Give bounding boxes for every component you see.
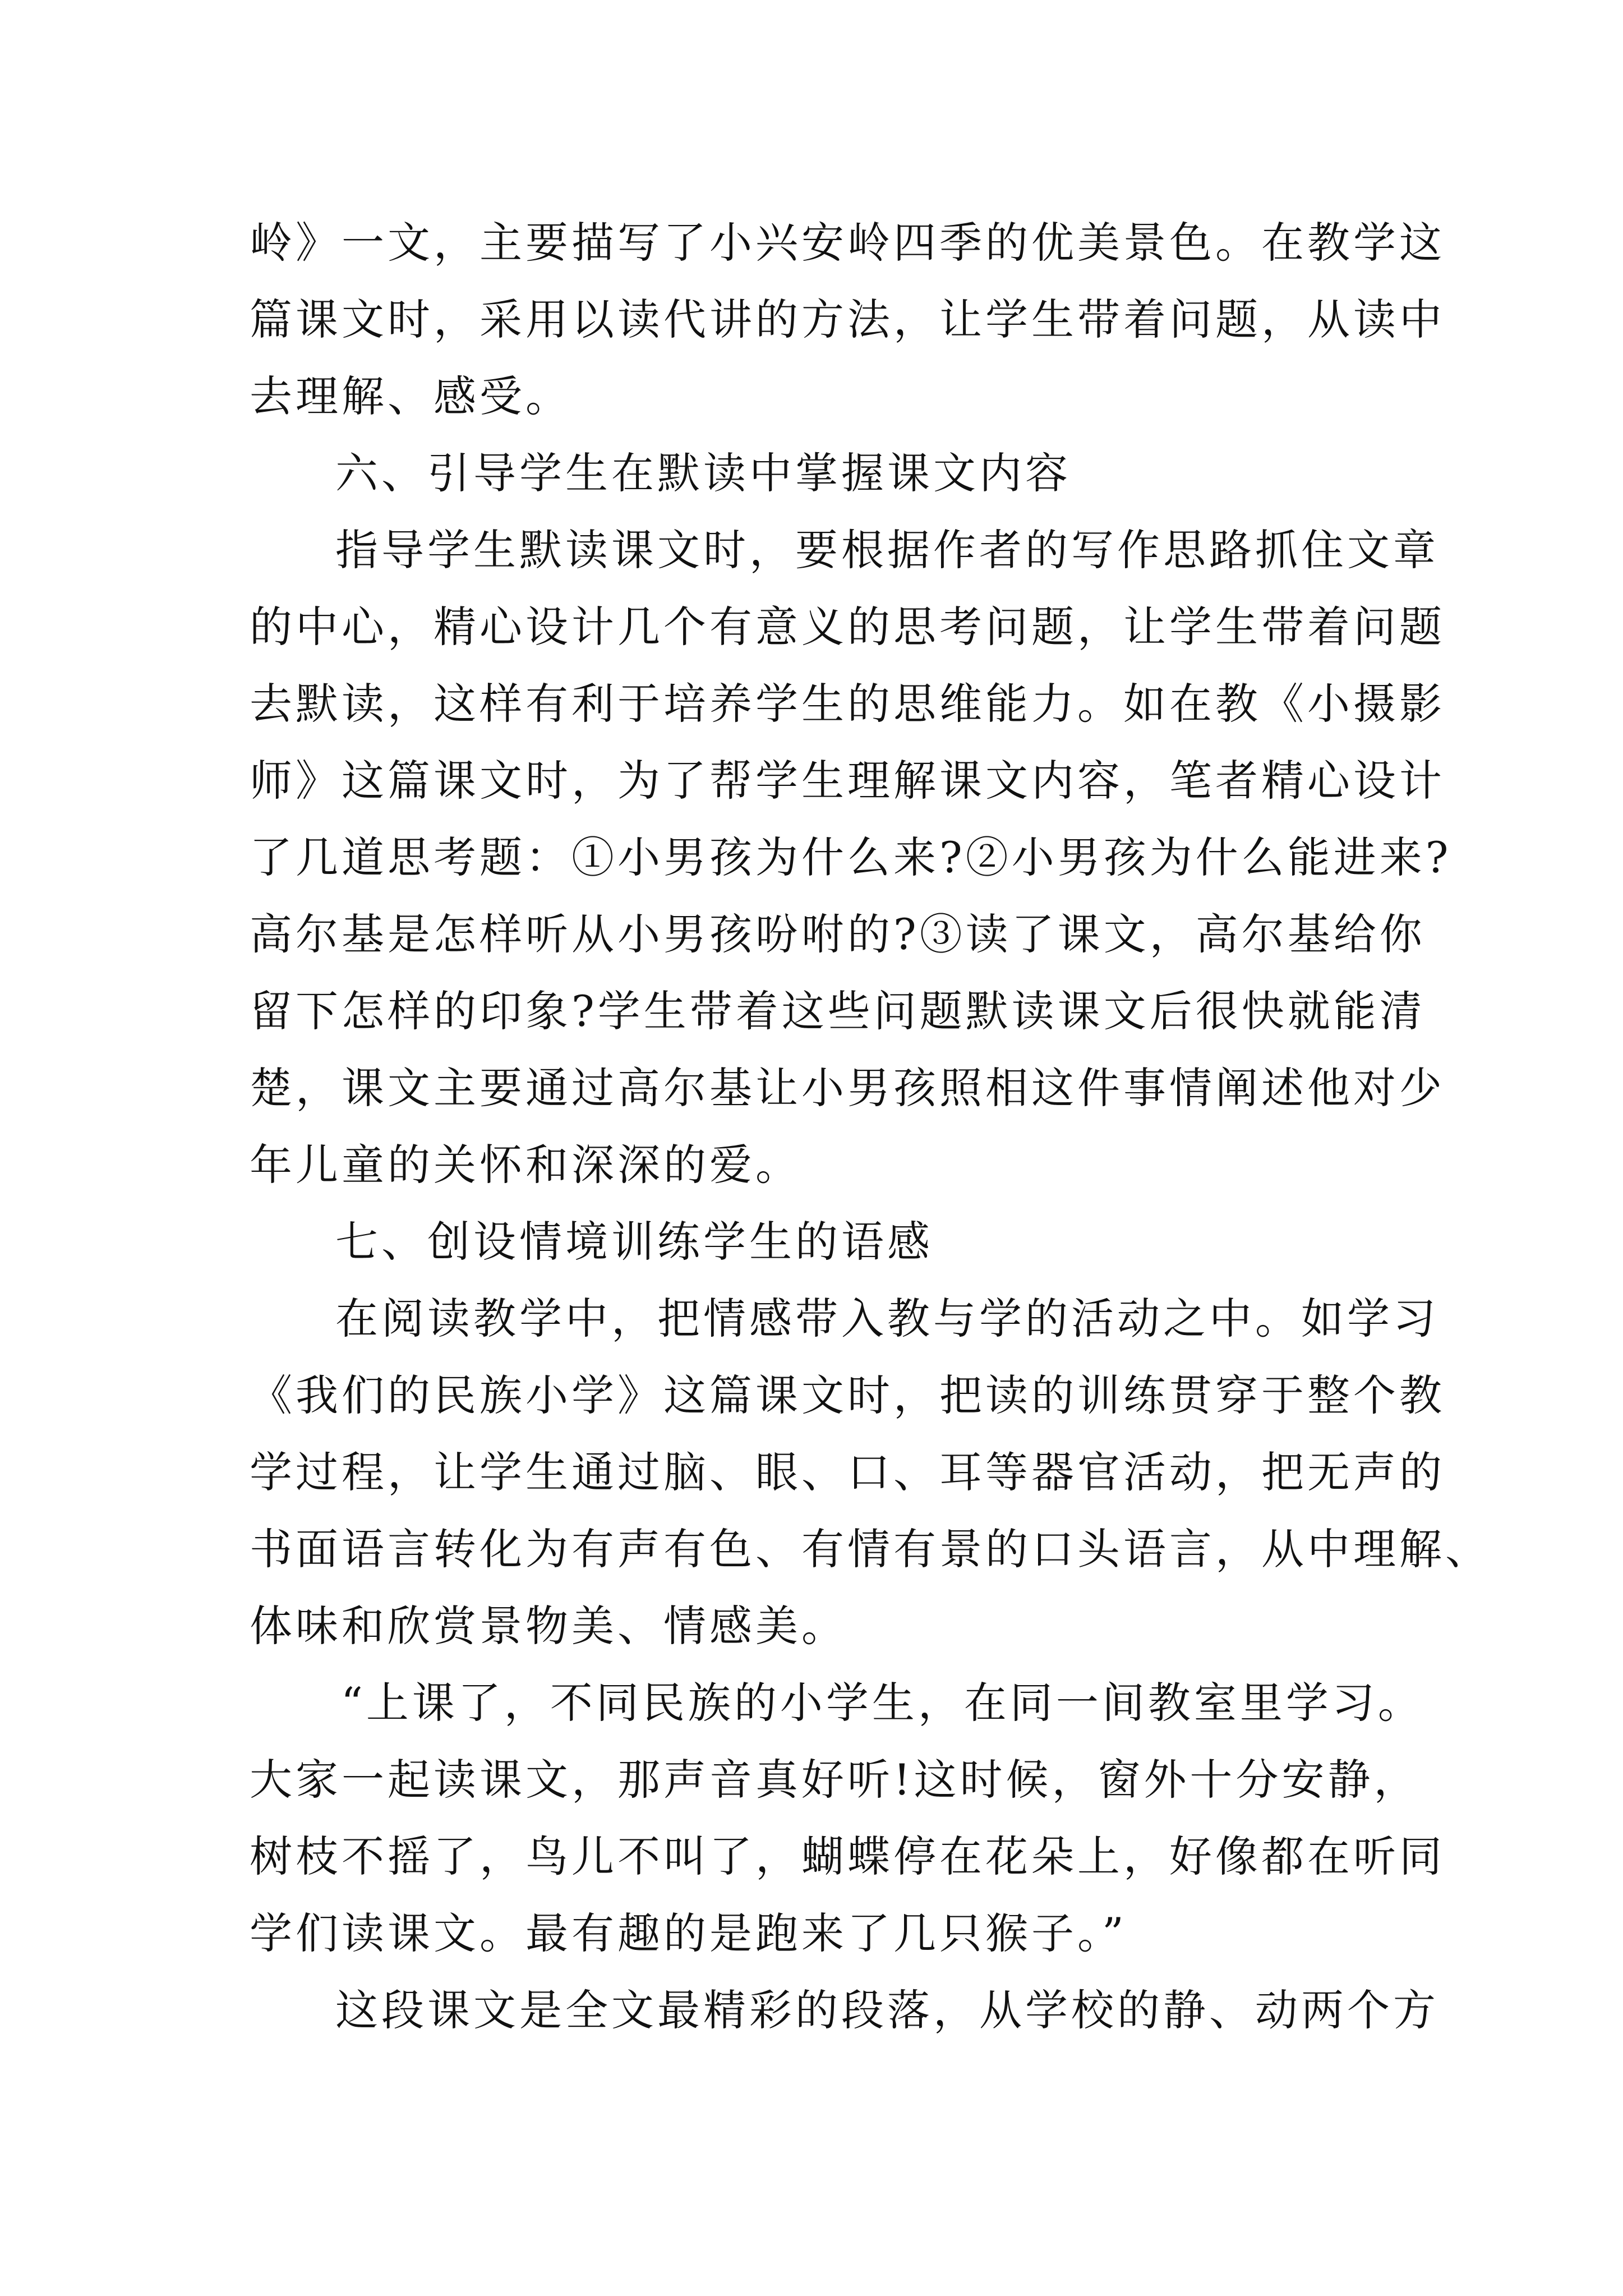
text-line-13: 年儿童的关怀和深深的爱。 xyxy=(250,1140,801,1190)
section-heading-7: 七、创设情境训练学生的语感 xyxy=(335,1217,933,1267)
text-line-17: 学过程，让学生通过脑、眼、口、耳等器官活动，把无声的 xyxy=(250,1447,1445,1497)
text-line-9: 了几道思考题：①小男孩为什么来?②小男孩为什么能进来? xyxy=(250,832,1452,882)
text-line-15: 在阅读教学中，把情感带入教与学的活动之中。如学习 xyxy=(335,1294,1439,1343)
text-line-7: 去默读，这样有利于培养学生的思维能力。如在教《小摄影 xyxy=(250,679,1445,729)
quote-line-4: 学们读课文。最有趣的是跑来了几只猴子。” xyxy=(250,1908,1127,1958)
quote-line-2: 大家一起读课文，那声音真好听!这时候，窗外十分安静， xyxy=(250,1755,1420,1805)
text-line-8: 师》这篇课文时，为了帮学生理解课文内容，笔者精心设计 xyxy=(250,756,1445,806)
text-line-10: 高尔基是怎样听从小男孩吩咐的?③读了课文，高尔基给你 xyxy=(250,909,1426,959)
text-line-24: 这段课文是全文最精彩的段落，从学校的静、动两个方 xyxy=(335,1985,1439,2035)
text-line-5: 指导学生默读课文时，要根据作者的写作思路抓住文章 xyxy=(335,525,1439,575)
text-line-19: 体味和欣赏景物美、情感美。 xyxy=(250,1601,847,1651)
text-line-12: 楚，课文主要通过高尔基让小男孩照相这件事情阐述他对少 xyxy=(250,1063,1445,1113)
quote-line-1: “上课了，不同民族的小学生，在同一间教室里学习。 xyxy=(341,1678,1424,1728)
quote-line-3: 树枝不摇了，鸟儿不叫了，蝴蝶停在花朵上，好像都在听同 xyxy=(250,1832,1445,1881)
text-line-2: 篇课文时，采用以读代讲的方法，让学生带着问题，从读中 xyxy=(250,295,1445,344)
section-heading-6: 六、引导学生在默读中掌握课文内容 xyxy=(335,448,1071,498)
text-line-1: 岭》一文，主要描写了小兴安岭四季的优美景色。在教学这 xyxy=(250,218,1445,268)
text-line-3: 去理解、感受。 xyxy=(250,371,571,421)
text-line-18: 书面语言转化为有声有色、有情有景的口头语言，从中理解、 xyxy=(250,1524,1491,1574)
text-line-11: 留下怎样的印象?学生带着这些问题默读课文后很快就能清 xyxy=(250,986,1426,1036)
text-line-6: 的中心，精心设计几个有意义的思考问题，让学生带着问题 xyxy=(250,602,1445,652)
text-line-16: 《我们的民族小学》这篇课文时，把读的训练贯穿于整个教 xyxy=(250,1370,1445,1420)
